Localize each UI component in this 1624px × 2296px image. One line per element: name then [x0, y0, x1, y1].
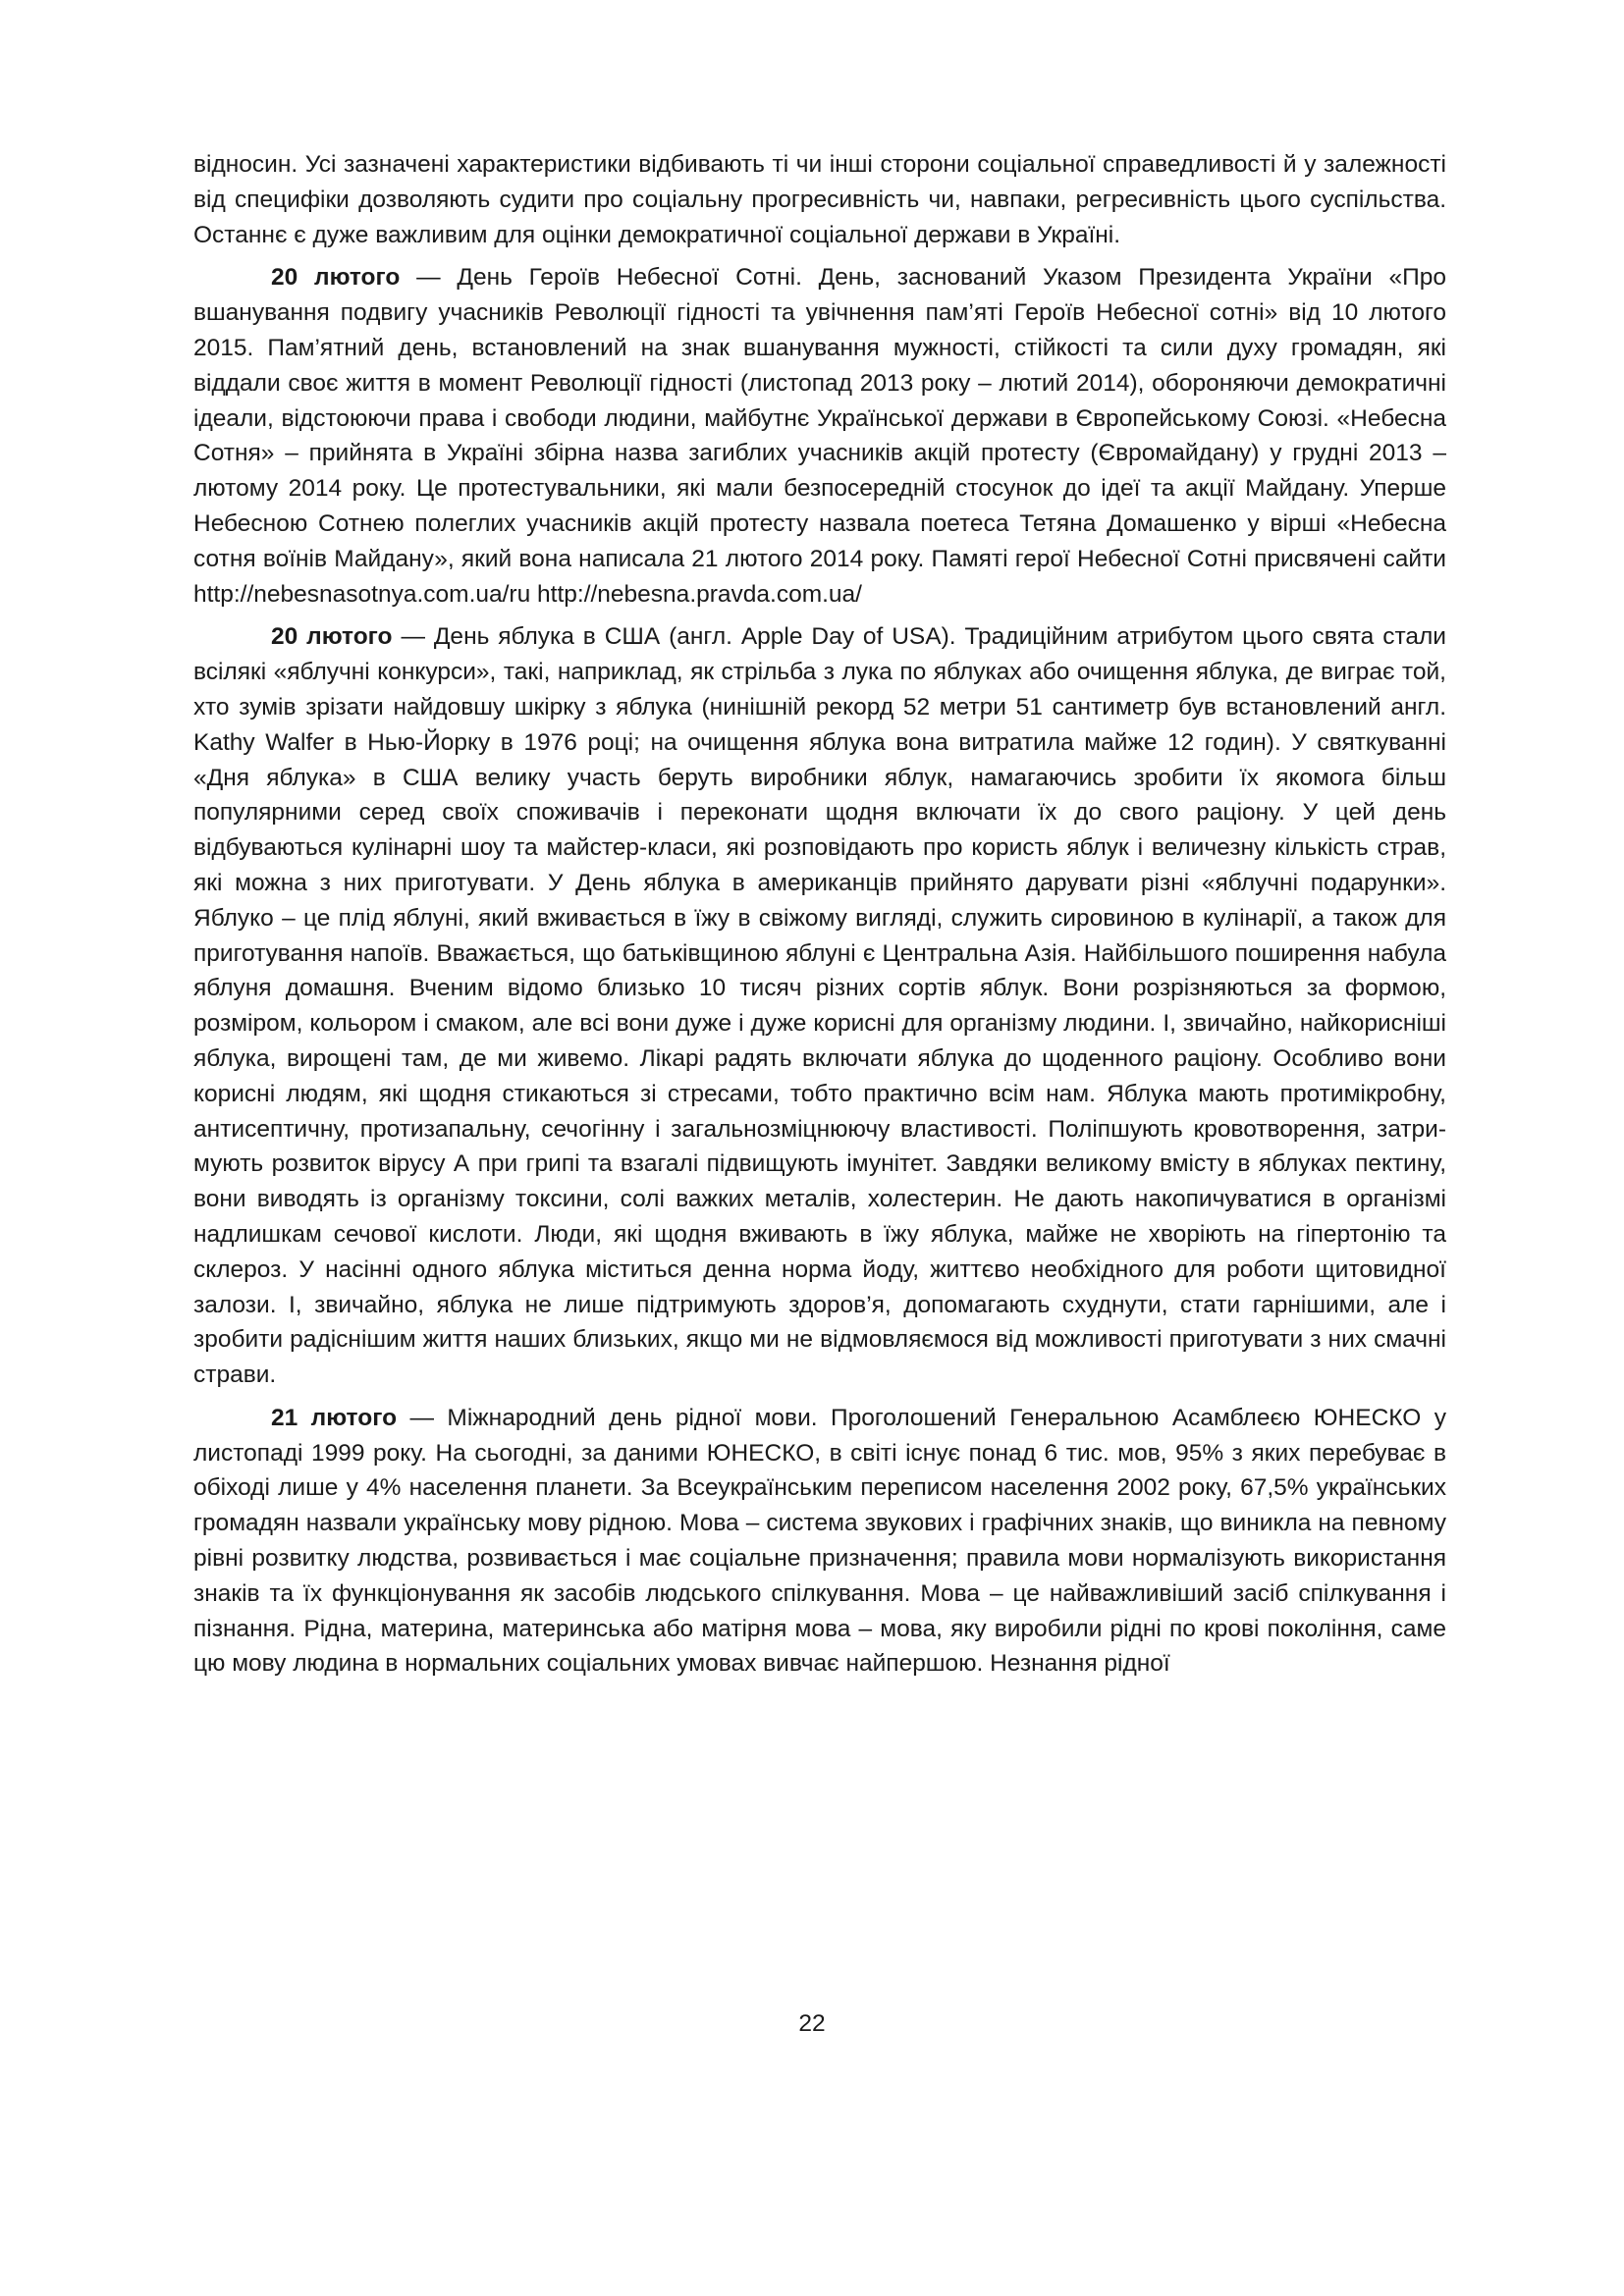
paragraph-apple-day [193, 619, 1446, 1393]
paragraph-text: відносин. Усі зазначені характеристики відбивають ті чи інші сторони соціальної справедливості й у залежності від специфіки дозволяють судити про соціальну прогресивність чи, навпаки, регресивність цього суспільства. Останнє є дуже важливим для оцінки демократичної соціальної держави в Україні. [193, 151, 1446, 248]
paragraph-date: 20 лютого [271, 264, 401, 292]
paragraph-date: 21 лютого [271, 1404, 398, 1431]
paragraph-text: — День яблука в США (англ. Apple Day of USA). Традиційним атрибутом цього свята стали всілякі «яблучні конкурси», такі, наприклад, як стрільба з лука по яблуках або очищення яблука, де виграє той, хто зумів зрізати найдовшу шкірку з яблука (нинішній рекорд 52 метри 51 сантиметр був встановлений англ. Kathy Walfer в Нью-Йорку в 1976 році; на очищення яблука вона витратила майже 12 годин). У святкуванні «Дня яблука» в США велику участь беруть виробники яблук, намагаючись зробити їх якомога більш популярними серед своїх споживачів і переконати щодня включати їх до свого раціону. У цей день відбуваються кулінарні шоу та майстер-класи, які розповідають про користь яблук і величезну кількість страв, які можна з них приготувати. У День яблука в американців прийнято дарувати різні «яблучні подарунки». Яблуко – це плід яблуні, який вживається в їжу в свіжому вигляді, служить сировиною в кулінарії, а також для приготування напоїв. Вважається, що батьківщиною яблуні є Центральна Азія. Найбільшого поширення набула яблуня домашня. Вченим відомо близько 10 тисяч різних сортів яблук. Вони розрізняються за формою, розміром, кольором і смаком, але всі вони дуже і дуже корисні для організму людини. І, звичайно, найкорисніші яблука, вирощені там, де ми живемо. Лікарі радять включати яблука до щоденного раціону. Особливо вони корисні людям, які щодня стикаються зі стресами, тобто практично всім нам. Яблука мають протимікробну, антисептичну, протизапальну, сечогінну і загальнозміцнюючу властивості. Поліпшують кровотворення, затримують розвиток вірусу А при грипі та взагалі підвищують імунітет. Завдяки великому вмісту в яблуках пектину, вони виводять із організму токсини, солі важких металів, холестерин. Не дають накопичуватися в організмі надлишкам сечової кислоти. Люди, які щодня вживають в їжу яблука, майже не хворіють на гіпертонію та склероз. У насінні одного яблука міститься денна норма йоду, життєво необхідного для роботи щитовидної залози. І, звичайно, яблука не лише підтримують здоров’я, допомагають схуднути, стати гарнішими, але і зробити радіснішим життя наших близьких, якщо ми не відмовляємося від можливості приготувати з них смачні страви. [193, 623, 1446, 1389]
paragraph-native-language-day [193, 1401, 1446, 1682]
document-body [193, 147, 1446, 1689]
paragraph-text: — Міжнародний день рідної мови. Проголошений Генеральною Асамблеєю ЮНЕСКО у листопаді 1999 року. На сьогодні, за даними ЮНЕСКО, в світі існує понад 6 тис. мов, 95% з яких перебуває в обіході лише у 4% населення планети. За Всеукраїнським переписом населення 2002 року, 67,5% українських громадян назвали українську мову рідною. Мова – система звукових і графічних знаків, що виникла на певному рівні розвитку людства, розвивається і має соціальне призначення; правила мови нормалізують використання знаків та їх функціонування як засобів людського спілкування. Мова – це найважливіший засіб спілкування і пізнання. Рідна, материна, материнська або матірня мова – мова, яку виробили рідні по крові покоління, саме цю мову людина в нормальних соціальних умовах вивчає найпершою. Незнання рідної [193, 1404, 1446, 1678]
page-number: 22 [798, 2010, 826, 2037]
paragraph-date: 20 лютого [271, 623, 393, 651]
paragraph-continuation [193, 147, 1446, 252]
paragraph-heroes-day [193, 260, 1446, 612]
paragraph-text: — День Героїв Небесної Сотні. День, заснований Указом Президента України «Про вшанування подвигу учасників Революції гідності та увічнення пам’яті Героїв Небесної сотні» від 10 лютого 2015. Пам’ятний день, встановлений на знак вшанування мужності, стійкості та сили духу громадян, які віддали своє життя в момент Революції гідності (листопад 2013 року – лютий 2014), обороняючи демократичні ідеали, відстоюючи права і свободи людини, майбутнє Української держави в Європейському Союзі. «Небесна Сотня» – прийнята в Україні збірна назва загиблих учасників акцій протесту (Євромайдану) у грудні 2013 – лютому 2014 року. Це протестувальники, які мали безпосередній стосунок до ідеї та акції Майдану. Уперше Небесною Сотнею полеглих учасників акцій протесту назвала поетеса Тетяна Домашенко у вірші «Небесна сотня воїнів Майдану», який вона написала 21 лютого 2014 року. Памяті герої Небесної Сотні присвячені сайти http://nebesnasotnya.com.ua/ru http://nebesna.pravda.com.ua/ [193, 264, 1446, 608]
